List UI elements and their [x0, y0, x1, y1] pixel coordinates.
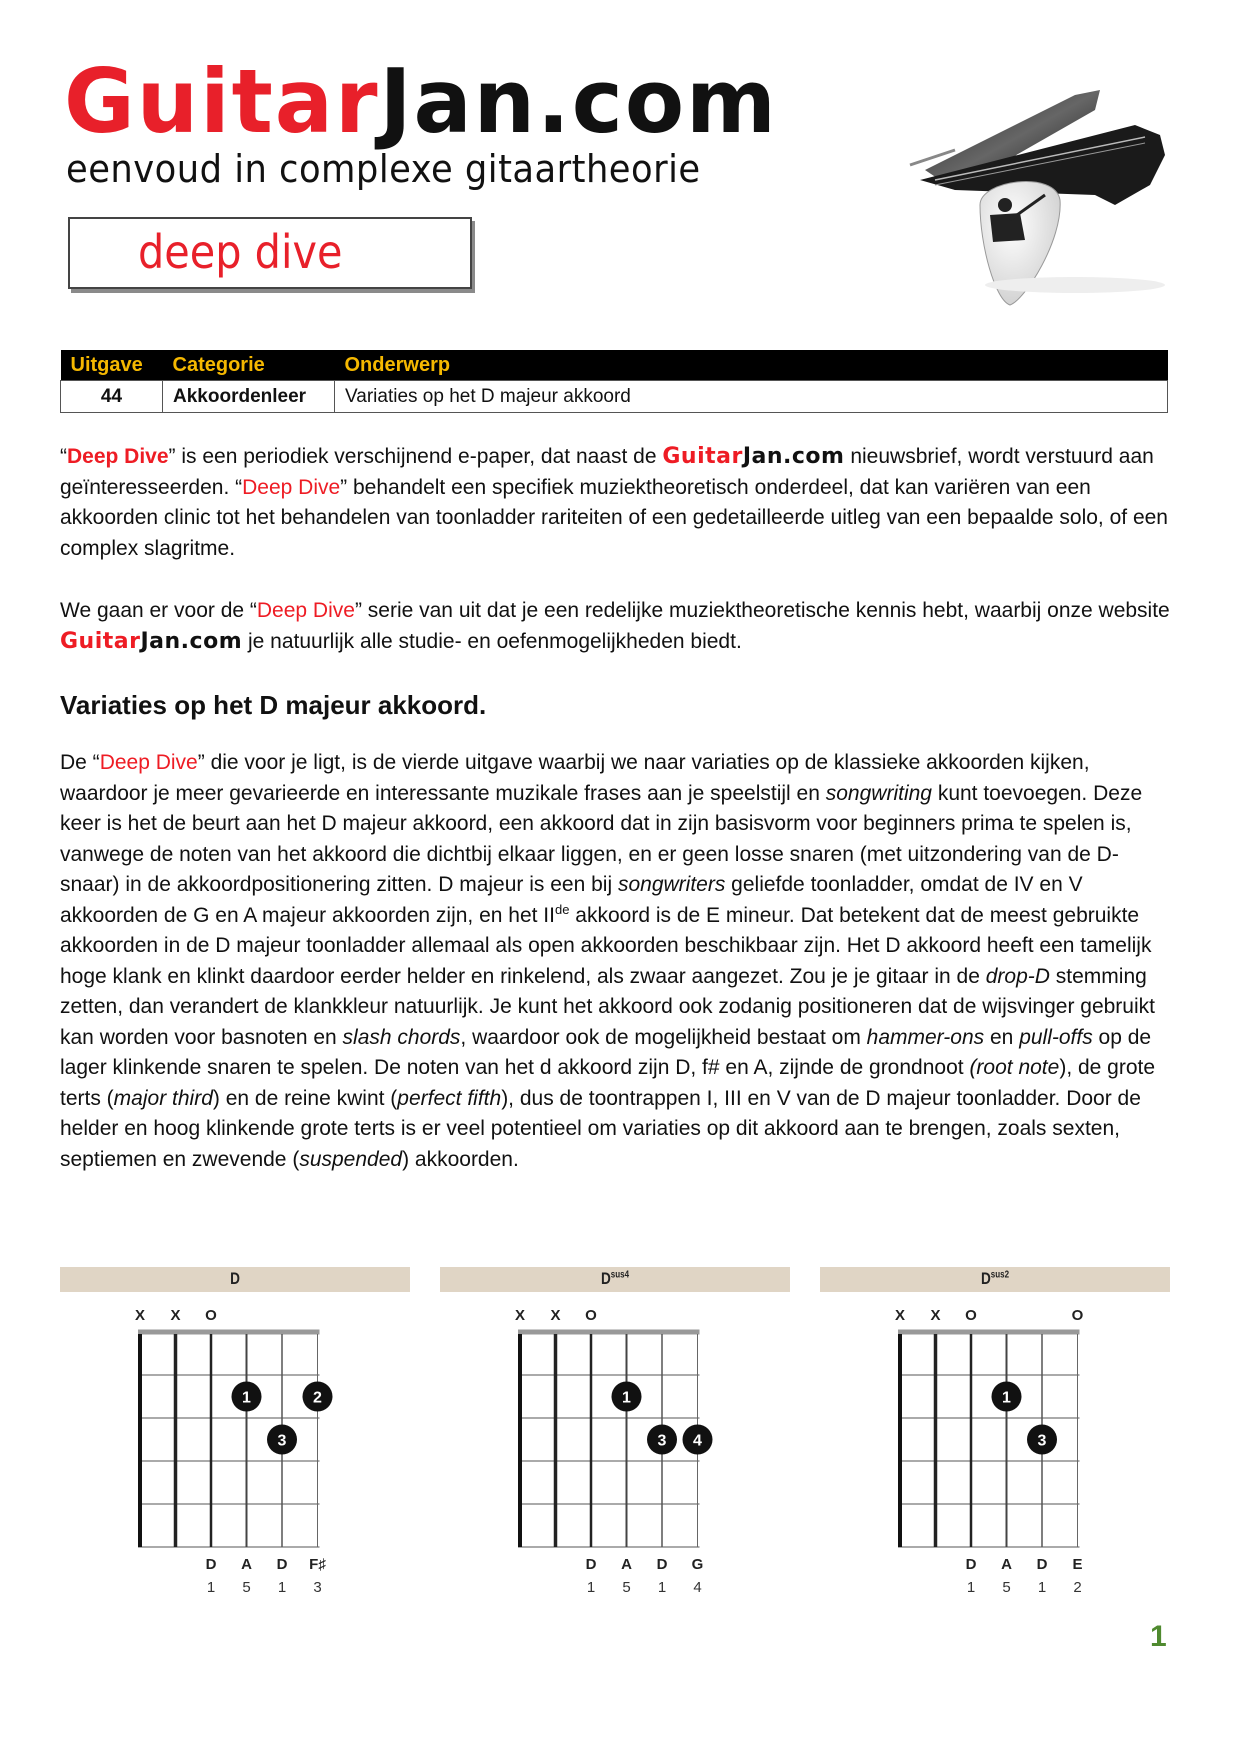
degree-label: 2	[1073, 1579, 1082, 1596]
chord-suffix: sus4	[610, 1269, 630, 1281]
tagline: eenvoud in complexe gitaartheorie	[66, 147, 701, 191]
intro-paragraph-2	[60, 596, 1170, 657]
fretboard	[440, 1292, 790, 1597]
text: je natuurlijk alle studie- en oefenmogelijkheden biedt.	[242, 629, 742, 653]
text: nieuwsbrief, wordt verstuurd aan geïnteresseerden. “	[60, 445, 1154, 499]
text: en	[984, 1025, 1020, 1049]
intro-paragraph	[60, 442, 1170, 564]
brand-red: Guitar	[60, 628, 141, 654]
logo-guitar: Guitar	[64, 50, 380, 153]
issue-subject: Variaties op het D majeur akkoord	[335, 381, 1168, 413]
chord-title	[475, 1269, 755, 1289]
logo-jan-com: Jan.com	[379, 50, 778, 153]
chord-name: D	[600, 1269, 611, 1288]
page-number: 1	[1150, 1620, 1167, 1653]
note-label: D	[656, 1556, 668, 1573]
muted-string-marker: X	[134, 1307, 146, 1324]
text: ” is een periodiek verschijnend e-paper, dat naast de	[168, 445, 663, 468]
text: ) en de reine kwint (	[212, 1086, 398, 1110]
superscript: de	[554, 901, 570, 917]
deep-dive-term: Deep Dive	[256, 599, 355, 622]
table-row	[61, 381, 1168, 413]
note-label: D	[205, 1556, 217, 1573]
degree-label: 1	[206, 1579, 216, 1596]
degree-label: 1	[586, 1579, 596, 1596]
chord-suffix: sus2	[990, 1269, 1010, 1281]
fretboard	[820, 1292, 1170, 1597]
open-string-marker: O	[1071, 1307, 1084, 1324]
note-label: D	[276, 1556, 288, 1573]
italic-term: hammer-ons	[866, 1025, 985, 1049]
italic-term: songwriters	[617, 873, 726, 896]
note-label: E	[1072, 1556, 1083, 1573]
degree-label: 1	[1037, 1579, 1047, 1596]
issue-number: 44	[61, 381, 163, 413]
chord-name: D	[980, 1269, 991, 1288]
finger-number: 1	[622, 1389, 631, 1407]
text: stemming zetten, dan verandert de klankkleur natuurlijk. Je kunt het akkoord ook zodanig positioneren dat de wijsvinger gebruikt kan worden voor basnoten en	[60, 964, 1155, 1049]
open-string-marker: O	[205, 1307, 217, 1324]
brand-inline	[662, 444, 844, 469]
deep-dive-badge	[68, 217, 472, 289]
text: “	[60, 445, 67, 468]
fretboard	[60, 1292, 410, 1597]
muted-string-marker: X	[550, 1307, 561, 1324]
deep-dive-term: Deep Dive	[242, 475, 341, 499]
muted-string-marker: X	[930, 1307, 941, 1324]
guitar-pick-illustration-icon	[895, 55, 1195, 335]
text: ” serie van uit dat je een redelijke muziektheoretische kennis hebt, waarbij onze website	[354, 599, 1170, 622]
degree-label: 5	[1002, 1579, 1011, 1596]
italic-term: pull-offs	[1019, 1025, 1093, 1049]
text: De “	[60, 751, 100, 774]
italic-term: drop-D	[985, 964, 1050, 988]
italic-term: songwriting	[825, 781, 932, 805]
finger-number: 3	[277, 1432, 287, 1450]
header-onderwerp: Onderwerp	[335, 350, 1168, 381]
open-string-marker: O	[965, 1307, 977, 1324]
degree-label: 4	[693, 1579, 702, 1596]
text: op de lager klinkende snaren te spelen. De noten van het d akkoord zijn D, f# en A, zijnde de grondnoot	[60, 1025, 1152, 1079]
muted-string-marker: X	[514, 1307, 526, 1324]
text: ), dus de toontrappen I, III en V van de D majeur toonladder. Door de helder en hoog klinkende grote terts is er veel potentieel om variaties op dit akkoord aan te brengen, zoals sexten, septiemen en zwevende (	[60, 1086, 1141, 1171]
finger-number: 2	[313, 1389, 322, 1407]
brand-black: Jan.com	[742, 444, 845, 469]
note-label: G	[691, 1556, 704, 1573]
deep-dive-label: deep dive	[138, 225, 343, 279]
note-label: A	[1001, 1556, 1012, 1573]
italic-term: suspended	[299, 1147, 403, 1171]
degree-label: 5	[242, 1579, 251, 1596]
section-heading: Variaties op het D majeur akkoord.	[60, 690, 487, 720]
text: ” die voor je ligt, is de vierde uitgave waarbij we naar variaties op de klassieke akkoorden kijken, waardoor je meer gevarieerde en interessante muzikale frases aan je speelstijl en	[60, 751, 1090, 805]
table-header-row	[61, 350, 1168, 381]
chord-name: D	[230, 1269, 240, 1288]
italic-term: (root note	[969, 1056, 1060, 1079]
chord-title	[855, 1269, 1135, 1289]
header-uitgave: Uitgave	[61, 350, 163, 381]
brand-red: Guitar	[662, 444, 743, 469]
header-categorie: Categorie	[163, 350, 335, 381]
note-label: F♯	[309, 1556, 326, 1573]
chord-diagram-dsus2	[820, 1267, 1170, 1597]
deep-dive-term: Deep Dive	[67, 445, 169, 468]
note-label: A	[241, 1556, 252, 1573]
text: ), de grote terts (	[60, 1056, 1156, 1110]
text: kunt toevoegen. Deze keer is het de beurt aan het D majeur akkoord, een akkoord dat in zijn basisvorm voor beginners prima te spelen is, vanwege de noten van het akkoord die dichtbij elkaar liggen, en er geen losse snaren (met uitzondering van de D-snaar) in de akkoordpositionering zitten. D majeur is een bij	[60, 781, 1143, 896]
issue-info-table	[60, 350, 1168, 413]
finger-number: 4	[693, 1432, 702, 1450]
issue-category: Akkoordenleer	[163, 381, 335, 413]
degree-label: 1	[277, 1579, 287, 1596]
deep-dive-term: Deep Dive	[99, 751, 198, 774]
finger-number: 3	[1037, 1432, 1047, 1450]
italic-term: perfect fifth	[397, 1086, 502, 1110]
degree-label: 3	[313, 1579, 322, 1596]
open-string-marker: O	[585, 1307, 597, 1324]
degree-label: 1	[657, 1579, 667, 1596]
text: , waardoor ook de mogelijkheid bestaat om	[460, 1025, 867, 1049]
text: ” behandelt een specifiek muziektheoretisch onderdeel, dat kan variëren van een akkoorden clinic tot het behandelen van toonladder rariteiten of een gedetailleerde uitleg van een bepaalde solo, of een complex slagritme.	[60, 475, 1168, 560]
italic-term: major third	[113, 1086, 213, 1110]
text: ) akkoorden.	[402, 1147, 519, 1171]
brand-black: Jan.com	[140, 628, 243, 654]
chord-diagram-dsus4	[440, 1267, 790, 1597]
note-label: D	[965, 1556, 977, 1573]
finger-number: 3	[657, 1432, 667, 1450]
note-label: D	[585, 1556, 597, 1573]
finger-number: 1	[1002, 1389, 1011, 1407]
text: geliefde toonladder, omdat de IV en V akkoorden de G en A majeur akkoorden zijn, en het II	[60, 873, 1083, 927]
text: We gaan er voor de “	[60, 599, 257, 622]
text: akkoord is de E mineur. Dat betekent dat de meest gebruikte akkoorden in de D majeur toonladder allemaal als open akkoorden beschikbaar zijn. Het D akkoord heeft een tamelijk hoge klank en klinkt daardoor eerder helder en rinkelend, als zwaar aangezet. Zou je je gitaar in de	[60, 903, 1152, 988]
body-paragraph	[60, 748, 1170, 1175]
muted-string-marker: X	[894, 1307, 906, 1324]
chord-title	[95, 1269, 375, 1289]
finger-number: 1	[242, 1389, 251, 1407]
degree-label: 1	[966, 1579, 976, 1596]
site-logo	[64, 50, 778, 153]
note-label: A	[621, 1556, 632, 1573]
note-label: D	[1036, 1556, 1048, 1573]
chord-diagram-d	[60, 1267, 410, 1597]
italic-term: slash chords	[342, 1025, 461, 1049]
muted-string-marker: X	[170, 1307, 181, 1324]
degree-label: 5	[622, 1579, 631, 1596]
brand-inline	[60, 629, 242, 654]
